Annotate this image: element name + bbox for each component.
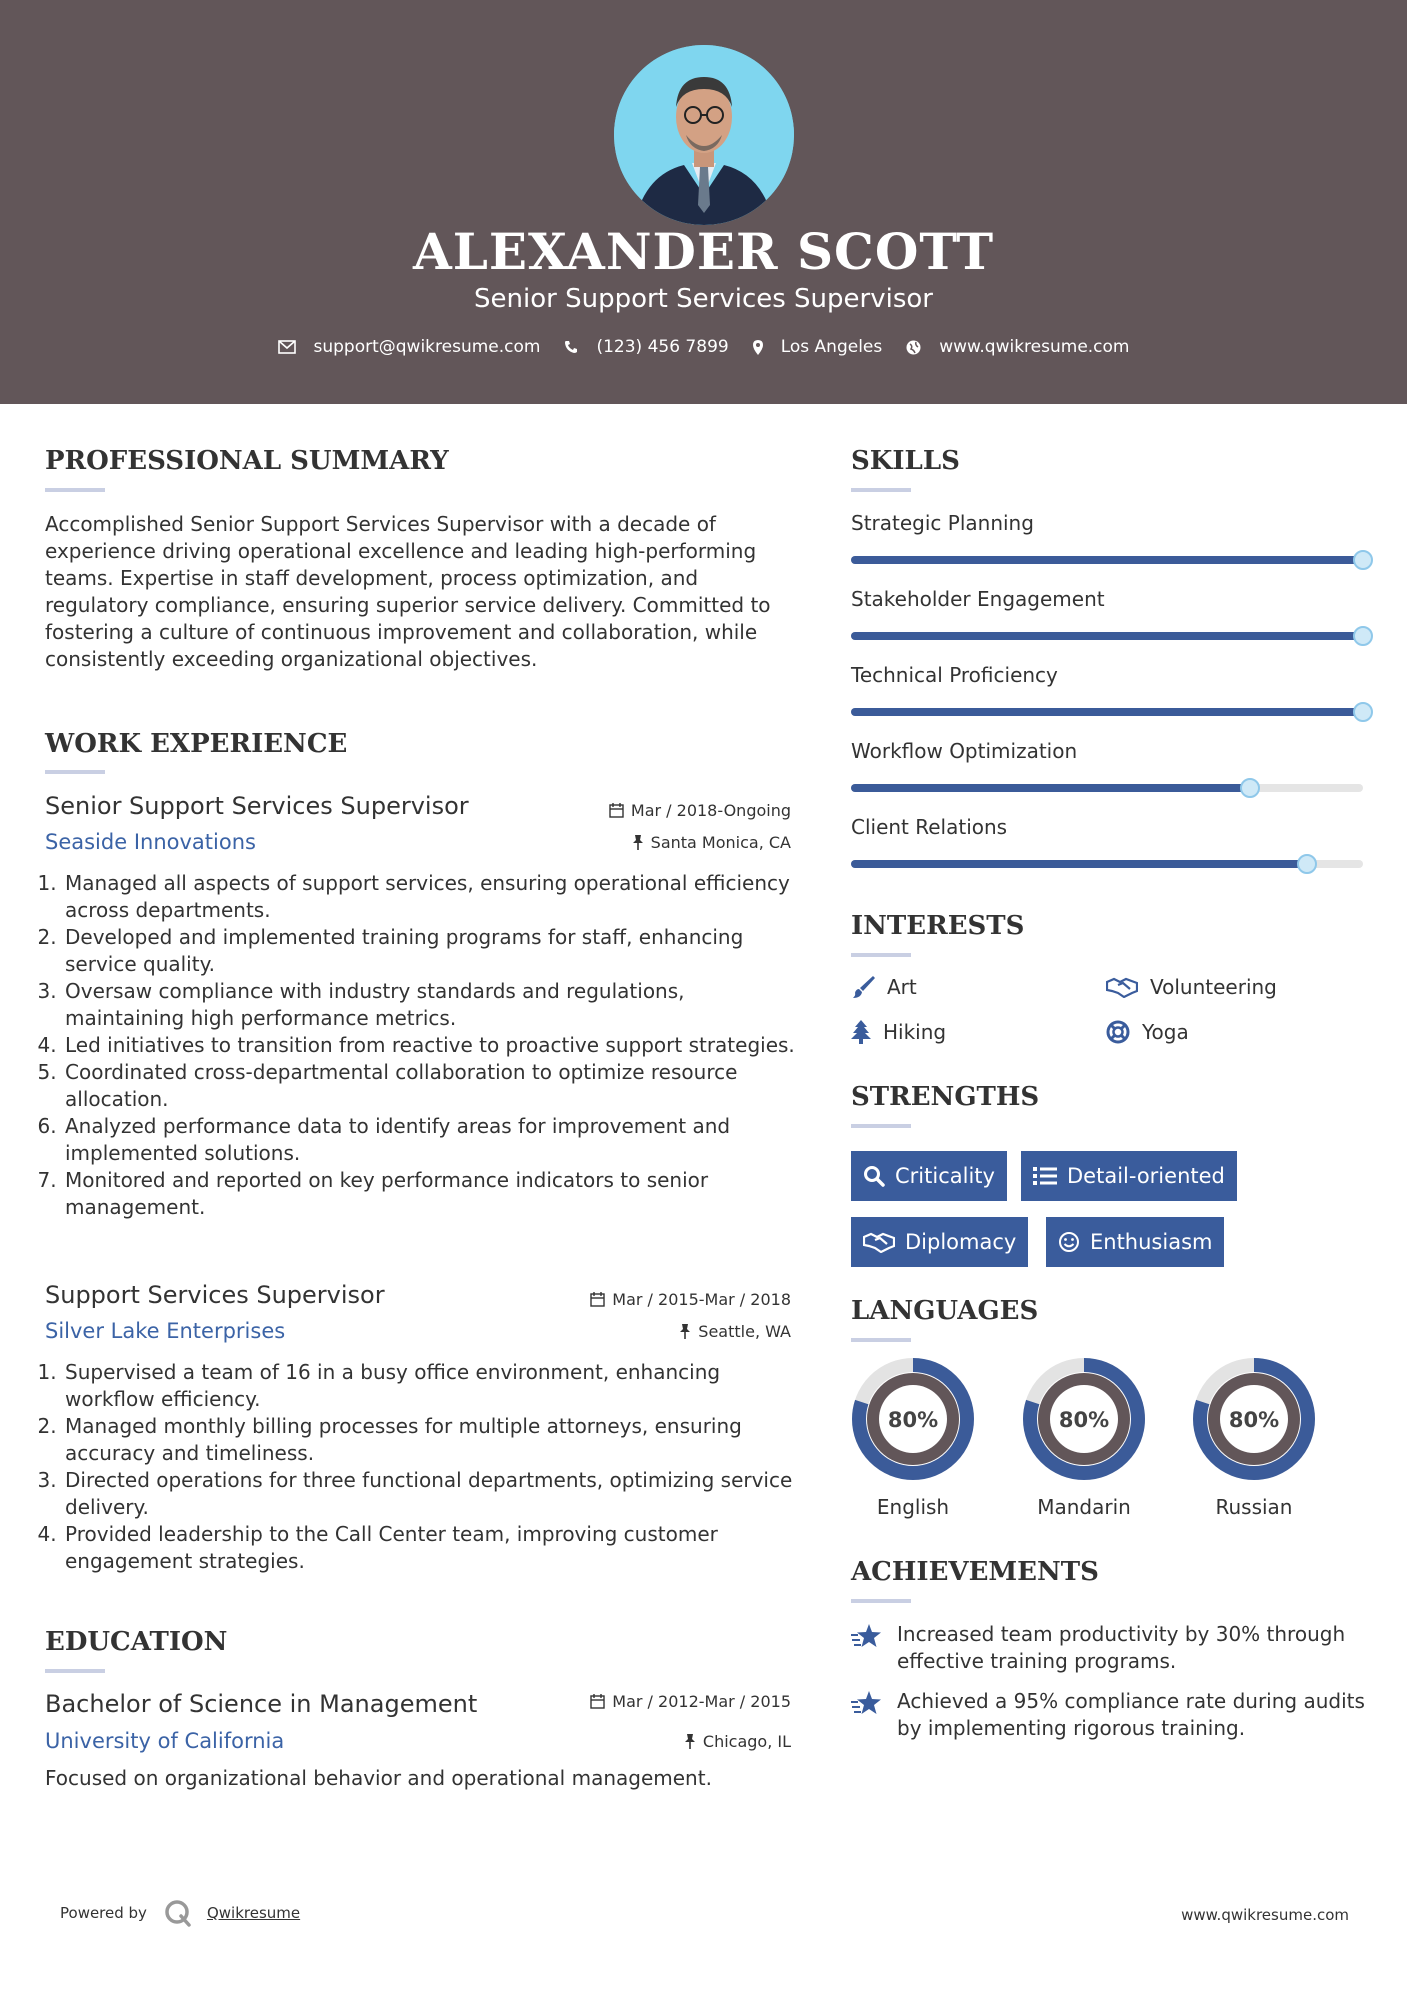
language-gauge <box>851 1357 975 1485</box>
job-title: Senior Support Services Supervisor <box>45 792 469 820</box>
skill-bar-fill <box>851 632 1363 640</box>
candidate-name: ALEXANDER SCOTT <box>412 222 995 281</box>
strength-label: Detail-oriented <box>1067 1164 1225 1188</box>
skill-bar-fill <box>851 860 1307 868</box>
handshake-icon <box>863 1231 895 1253</box>
skill-bar-track <box>851 784 1363 792</box>
skill-bar-knob <box>1353 550 1373 570</box>
list-icon <box>1033 1166 1057 1186</box>
skill-bar-track <box>851 860 1363 868</box>
job-location-text: Santa Monica, CA <box>650 833 791 852</box>
list-item: 4. Provided leadership to the Call Center team, improving customer engagement strategies. <box>63 1521 795 1575</box>
powered-by-label: Powered by <box>60 1904 147 1922</box>
job-title: Support Services Supervisor <box>45 1281 385 1309</box>
calendar-icon <box>590 1694 605 1709</box>
skill-bar-knob <box>1353 702 1373 722</box>
star-icon <box>851 1623 883 1649</box>
school-name: University of California <box>45 1729 285 1753</box>
strengths-heading: STRENGTHS <box>851 1082 1040 1112</box>
education-heading-underline <box>45 1669 105 1673</box>
strength-label: Diplomacy <box>905 1230 1017 1254</box>
education-description: Focused on organizational behavior and operational management. <box>45 1766 712 1790</box>
candidate-title: Senior Support Services Supervisor <box>474 284 933 314</box>
job-bullets <box>35 870 795 1221</box>
achievements-heading: ACHIEVEMENTS <box>851 1557 1099 1587</box>
language-label: English <box>876 1495 950 1519</box>
skill-label: Workflow Optimization <box>851 739 1078 763</box>
language-percent: 80% <box>1228 1408 1280 1432</box>
language-gauge <box>1022 1357 1146 1485</box>
education-dates-text: Mar / 2012-Mar / 2015 <box>612 1692 791 1711</box>
list-item: 7. Monitored and reported on key performance indicators to senior management. <box>63 1167 795 1221</box>
language-gauge <box>1192 1357 1316 1485</box>
achievement-text: Increased team productivity by 30% through effective training programs. <box>897 1622 1346 1673</box>
skill-bar-track <box>851 708 1363 716</box>
job-dates <box>500 801 791 820</box>
experience-heading-underline <box>45 770 105 774</box>
pushpin-icon <box>679 1324 691 1339</box>
interest-label: Art <box>887 975 917 999</box>
skill-label: Stakeholder Engagement <box>851 587 1105 611</box>
contact-location <box>753 337 883 357</box>
globe-icon <box>906 340 921 355</box>
contact-email-text: support@qwikresume.com <box>313 337 541 357</box>
skill-bar-knob <box>1240 778 1260 798</box>
search-icon <box>863 1165 885 1187</box>
skill-bar-fill <box>851 556 1363 564</box>
job-bullets <box>35 1359 795 1575</box>
skills-heading-underline <box>851 488 911 492</box>
interests-heading: INTERESTS <box>851 911 1025 941</box>
tree-icon <box>851 1020 871 1044</box>
interest-yoga <box>1106 1020 1189 1044</box>
pushpin-icon <box>684 1734 696 1749</box>
envelope-icon <box>278 340 296 354</box>
interest-label: Hiking <box>883 1020 947 1044</box>
skill-bar-track <box>851 632 1363 640</box>
contact-email[interactable] <box>278 337 541 357</box>
skill-bar-knob <box>1297 854 1317 874</box>
achievement-item <box>851 1621 1371 1675</box>
achievement-item <box>851 1688 1371 1742</box>
skill-label: Client Relations <box>851 815 1008 839</box>
list-item: 2. Developed and implemented training programs for staff, enhancing service quality. <box>63 924 795 978</box>
experience-heading: WORK EXPERIENCE <box>45 729 348 759</box>
education-location <box>500 1732 791 1751</box>
job-dates <box>500 1290 791 1309</box>
job-location-text: Seattle, WA <box>698 1322 791 1341</box>
skill-label: Strategic Planning <box>851 511 1034 535</box>
contact-website[interactable] <box>906 337 1129 357</box>
achievement-text: Achieved a 95% compliance rate during audits by implementing rigorous training. <box>897 1689 1365 1740</box>
smile-icon <box>1058 1231 1080 1253</box>
job-dates-text: Mar / 2015-Mar / 2018 <box>612 1290 791 1309</box>
job-location <box>500 833 791 852</box>
degree-title: Bachelor of Science in Management <box>45 1690 478 1718</box>
profile-photo <box>614 45 794 225</box>
contact-location-text: Los Angeles <box>780 337 883 357</box>
pushpin-icon <box>632 835 644 850</box>
lifebuoy-icon <box>1106 1020 1130 1044</box>
handshake-icon <box>1106 976 1138 998</box>
contact-website-text: www.qwikresume.com <box>939 337 1130 357</box>
skills-heading: SKILLS <box>851 446 960 476</box>
strength-chip-diplomacy <box>851 1217 1028 1267</box>
list-item: 1. Managed all aspects of support services, ensuring operational efficiency across departments. <box>63 870 795 924</box>
contact-phone[interactable] <box>564 337 728 357</box>
skill-bar-knob <box>1353 626 1373 646</box>
strength-chip-enthusiasm <box>1046 1217 1224 1267</box>
map-pin-icon <box>753 340 763 355</box>
education-location-text: Chicago, IL <box>702 1732 791 1751</box>
paintbrush-icon <box>851 975 875 999</box>
strength-label: Criticality <box>895 1164 995 1188</box>
calendar-icon <box>590 1292 605 1307</box>
strength-chip-detail-oriented <box>1021 1151 1237 1201</box>
job-dates-text: Mar / 2018-Ongoing <box>630 801 791 820</box>
brand-link[interactable]: Qwikresume <box>206 1904 301 1922</box>
job-company: Seaside Innovations <box>45 830 256 854</box>
skill-bar-fill <box>851 708 1363 716</box>
education-dates <box>500 1692 791 1711</box>
strength-label: Enthusiasm <box>1090 1230 1213 1254</box>
interest-art <box>851 975 917 999</box>
language-label: Mandarin <box>1037 1495 1131 1519</box>
skill-bar-track <box>851 556 1363 564</box>
list-item: 1. Supervised a team of 16 in a busy office environment, enhancing workflow efficiency. <box>63 1359 795 1413</box>
strength-chip-criticality <box>851 1151 1007 1201</box>
interest-volunteering <box>1106 975 1277 999</box>
languages-heading: LANGUAGES <box>851 1296 1039 1326</box>
languages-heading-underline <box>851 1338 911 1342</box>
job-company: Silver Lake Enterprises <box>45 1319 286 1343</box>
summary-heading: PROFESSIONAL SUMMARY <box>45 446 449 476</box>
job-location <box>500 1322 791 1341</box>
contact-bar <box>0 337 1407 357</box>
language-percent: 80% <box>1058 1408 1110 1432</box>
interests-heading-underline <box>851 953 911 957</box>
language-percent: 80% <box>887 1408 939 1432</box>
list-item: 3. Oversaw compliance with industry standards and regulations, maintaining high performance metrics. <box>63 978 795 1032</box>
phone-icon <box>564 340 578 354</box>
strengths-heading-underline <box>851 1124 911 1128</box>
summary-heading-underline <box>45 488 105 492</box>
language-label: Russian <box>1215 1495 1293 1519</box>
resume-header <box>0 0 1407 404</box>
summary-text: Accomplished Senior Support Services Supervisor with a decade of experience driving operational excellence and leading high-performing teams. Expertise in staff development, process optimization, and regulatory compliance, ensuring superior service delivery. Committed to fostering a culture of continuous improvement and collaboration, while consistently exceeding organizational objectives. <box>45 512 771 671</box>
footer-powered-by <box>60 1898 300 1928</box>
interest-hiking <box>851 1020 946 1044</box>
list-item: 3. Directed operations for three functional departments, optimizing service delivery. <box>63 1467 795 1521</box>
interest-label: Yoga <box>1142 1020 1189 1044</box>
skill-bar-fill <box>851 784 1250 792</box>
list-item: 5. Coordinated cross-departmental collaboration to optimize resource allocation. <box>63 1059 795 1113</box>
list-item: 4. Led initiatives to transition from reactive to proactive support strategies. <box>63 1032 795 1059</box>
star-icon <box>851 1690 883 1716</box>
skill-label: Technical Proficiency <box>851 663 1058 687</box>
qwikresume-logo-icon <box>163 1898 193 1928</box>
interest-label: Volunteering <box>1150 975 1277 999</box>
contact-phone-text: (123) 456 7899 <box>596 337 729 357</box>
footer-website[interactable]: www.qwikresume.com <box>1181 1906 1349 1924</box>
list-item: 6. Analyzed performance data to identify areas for improvement and implemented solutions. <box>63 1113 795 1167</box>
calendar-icon <box>609 803 624 818</box>
achievements-heading-underline <box>851 1599 911 1603</box>
list-item: 2. Managed monthly billing processes for multiple attorneys, ensuring accuracy and timeliness. <box>63 1413 795 1467</box>
education-heading: EDUCATION <box>45 1627 228 1657</box>
